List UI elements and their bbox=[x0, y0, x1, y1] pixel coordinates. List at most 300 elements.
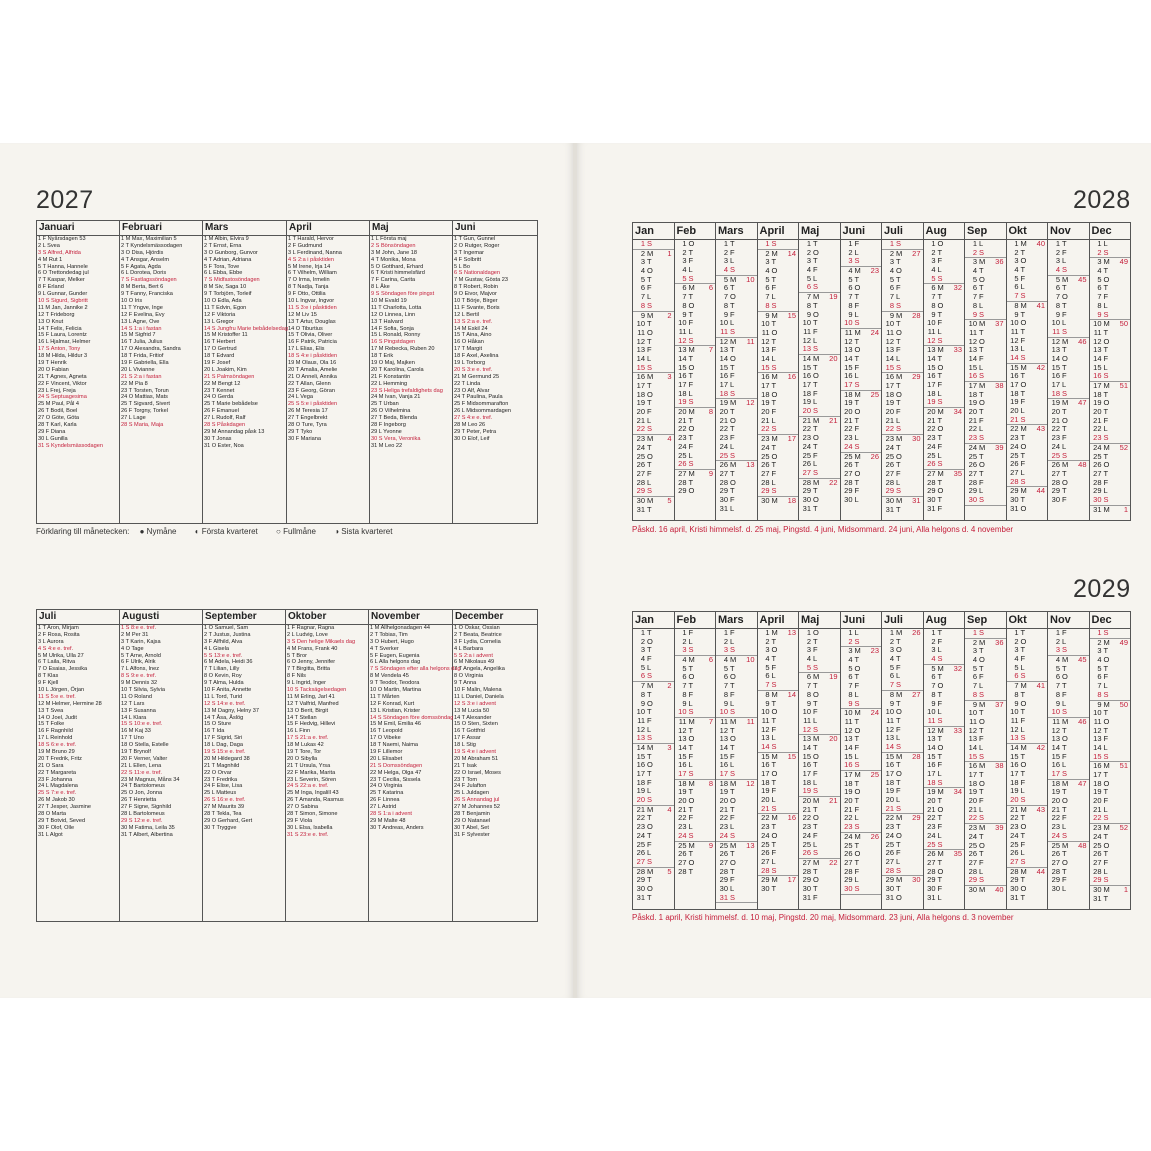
grid-day: 4 T bbox=[972, 266, 984, 276]
day-row: 3 T Ingemar bbox=[454, 249, 484, 256]
day-row: 5 M Ulrika, Ulla 27 bbox=[38, 652, 84, 659]
grid-month-feb bbox=[675, 612, 717, 909]
grid-day: 14 S bbox=[758, 743, 799, 753]
week-number: 5 bbox=[667, 495, 672, 505]
grid-day: 11 O bbox=[969, 716, 985, 726]
day-row: 1 M Albin, Elvira 9 bbox=[204, 236, 249, 242]
grid-month-dec bbox=[1090, 223, 1131, 520]
grid-day: 25 T bbox=[761, 839, 777, 849]
grid-day: 14 T bbox=[802, 742, 818, 752]
grid-day: 24 M 26 bbox=[844, 831, 879, 841]
grid-day: 9 T bbox=[1014, 309, 1026, 319]
week-number: 51 bbox=[1119, 761, 1128, 771]
grid-day: 2 M 36 bbox=[972, 637, 1004, 647]
grid-day: 23 L bbox=[719, 822, 735, 832]
day-row: 4 T Sverker bbox=[370, 645, 399, 652]
day-row: 4 L Gisela bbox=[204, 645, 229, 652]
day-row: 8 L Åke bbox=[371, 284, 390, 291]
grid-day: 20 O bbox=[1051, 796, 1068, 806]
day-row: 26 T Henrietta bbox=[121, 797, 157, 804]
grid-day: 1 F bbox=[723, 628, 735, 637]
grid-day: 11 O bbox=[637, 327, 653, 337]
day-row: 17 T Margit bbox=[454, 346, 483, 353]
grid-day: 3 T bbox=[640, 257, 652, 267]
day-row: 7 S Midfastosöndagen bbox=[204, 277, 260, 284]
grid-day: 23 M 30 bbox=[885, 434, 921, 444]
grid-day: 26 O bbox=[844, 849, 861, 859]
grid-day: 24 L bbox=[927, 830, 942, 840]
grid-day: 20 F bbox=[1093, 796, 1109, 806]
grid-day: 24 S bbox=[1048, 832, 1089, 842]
grid-day: 20 T bbox=[719, 407, 735, 417]
day-row: 2 T Tobias, Tim bbox=[370, 631, 408, 638]
grid-day: 22 S bbox=[965, 814, 1006, 824]
day-row: 29 F Viola bbox=[287, 817, 313, 824]
grid-day: 12 L bbox=[802, 335, 818, 345]
grid-day: 1 L bbox=[848, 628, 859, 637]
day-row: 10 M Evald 19 bbox=[371, 298, 407, 305]
day-row: 30 L Elsa, Isabella bbox=[287, 824, 333, 831]
grid-day: 25 F bbox=[636, 839, 652, 849]
grid-day: 7 M 19 bbox=[806, 292, 838, 302]
day-row: 3 L Aurora bbox=[38, 638, 64, 645]
day-row: 1 F Nyårsdagen 53 bbox=[38, 236, 86, 242]
grid-day: 11 S bbox=[716, 328, 757, 338]
grid-day: 4 T bbox=[1014, 265, 1026, 275]
grid-day: 12 T bbox=[678, 725, 694, 735]
grid-day: 7 M 41 bbox=[1014, 681, 1045, 691]
day-row: 3 O Hubert, Hugo bbox=[370, 638, 414, 645]
grid-day: 6 F bbox=[889, 283, 901, 293]
grid-day: 11 F bbox=[803, 326, 818, 336]
week-number: 22 bbox=[829, 857, 838, 867]
grid-day: 21 L bbox=[1093, 804, 1108, 814]
grid-day: 26 O bbox=[1093, 460, 1110, 470]
day-row: 1 T Aron, Mirjam bbox=[38, 625, 79, 631]
day-row: 8 T Klas bbox=[38, 673, 59, 680]
week-number: 52 bbox=[1119, 823, 1128, 833]
grid-day: 12 O bbox=[1093, 336, 1110, 346]
grid-day: 24 T bbox=[1093, 831, 1109, 841]
grid-day: 28 O bbox=[719, 477, 736, 487]
day-row: 10 O Martin, Martina bbox=[370, 687, 421, 694]
grid-day: 28 S bbox=[1007, 478, 1048, 488]
grid-day: 2 M 1 bbox=[640, 248, 672, 258]
legend-first-quarter: ◐ Första kvarteret bbox=[194, 527, 258, 536]
grid-day: 18 L bbox=[678, 388, 693, 398]
grid-day: 11 O bbox=[761, 327, 778, 337]
day-row: 17 M Rebecka, Ruben 20 bbox=[371, 346, 435, 353]
grid-day: 4 M 10 bbox=[723, 655, 755, 665]
day-row: 18 S 4:e i påsktiden bbox=[288, 353, 338, 360]
grid-day: 10 T bbox=[968, 708, 984, 718]
week-number: 29 bbox=[912, 813, 921, 823]
grid-day: 2 L bbox=[682, 636, 693, 646]
grid-day: 20 F bbox=[636, 407, 652, 417]
grid-day: 12 M 11 bbox=[719, 336, 755, 346]
week-number: 48 bbox=[1078, 840, 1087, 850]
grid-day: 28 T bbox=[1051, 866, 1067, 876]
grid-day: 28 L bbox=[968, 866, 984, 876]
grid-day: 27 O bbox=[844, 468, 861, 478]
grid-day: 6 M 32 bbox=[931, 283, 962, 293]
grid-day: 10 T bbox=[636, 707, 652, 717]
grid-day: 20 O bbox=[678, 796, 695, 806]
grid-day: 8 F bbox=[848, 300, 860, 310]
day-row: 28 O Ture, Tyra bbox=[288, 422, 327, 429]
day-row: 21 O Sara bbox=[38, 762, 64, 769]
day-row: 9 S Söndagen före pingst bbox=[371, 291, 435, 298]
day-row: 24 T Bartolomeus bbox=[121, 783, 165, 790]
grid-day: 27 T bbox=[1093, 468, 1109, 478]
grid-day: 27 L bbox=[1010, 467, 1025, 477]
day-row: 10 F Malin, Malena bbox=[454, 687, 502, 694]
grid-day: 15 O bbox=[927, 362, 944, 372]
day-row: 19 T Brynolf bbox=[121, 749, 151, 756]
day-row: 27 T Jesper, Jasmine bbox=[38, 804, 91, 811]
grid-day: 7 T bbox=[682, 292, 694, 302]
day-row: 30 S Vera, Veronika bbox=[371, 435, 421, 442]
grid-month-header: April bbox=[758, 612, 799, 629]
grid-day: 4 S bbox=[716, 266, 757, 276]
grid-day: 17 T bbox=[636, 381, 652, 390]
grid-day: 17 M 25 bbox=[844, 770, 879, 779]
grid-month-juli bbox=[882, 612, 924, 909]
grid-day: 16 M 51 bbox=[1093, 761, 1128, 771]
grid-day: 20 S bbox=[633, 796, 674, 806]
grid-day: 23 F bbox=[719, 433, 735, 443]
grid-day: 13 F bbox=[968, 734, 984, 744]
grid-day: 16 S bbox=[1090, 372, 1131, 382]
grid-day: 25 M 48 bbox=[1051, 840, 1087, 850]
grid-day: 5 F bbox=[765, 662, 777, 672]
grid-month-aug bbox=[924, 223, 966, 520]
grid-day: 9 S bbox=[965, 311, 1006, 321]
month-column-juli bbox=[37, 610, 120, 921]
grid-day: 5 T bbox=[765, 274, 777, 284]
grid-day: 22 T bbox=[1010, 813, 1026, 823]
grid-day: 26 F bbox=[885, 848, 901, 858]
grid-day: 21 L bbox=[885, 415, 901, 425]
grid-day: 31 T bbox=[1010, 892, 1026, 902]
day-row: 17 L Reinhold bbox=[38, 735, 73, 742]
grid-day: 17 F bbox=[678, 380, 694, 389]
grid-month-jan bbox=[633, 612, 675, 909]
grid-day: 17 O bbox=[1010, 380, 1027, 389]
day-row: 15 S 10:e e. tref. bbox=[121, 721, 163, 728]
day-row: 30 F Olof, Olle bbox=[38, 824, 75, 831]
grid-day: 3 T bbox=[972, 646, 984, 656]
grid-day: 14 L bbox=[885, 353, 901, 363]
week-number: 41 bbox=[1036, 681, 1045, 691]
grid-day: 29 S bbox=[882, 487, 923, 497]
day-row: 23 T Fredrika bbox=[204, 776, 238, 783]
grid-day: 6 O bbox=[848, 283, 861, 293]
week-number: 26 bbox=[870, 451, 879, 461]
grid-day: 14 L bbox=[761, 353, 776, 363]
calendar-2027-first-half bbox=[36, 220, 538, 524]
grid-day: 19 F bbox=[1010, 397, 1026, 407]
grid-month-header: Mars bbox=[716, 223, 757, 240]
grid-day: 9 M 15 bbox=[765, 310, 796, 320]
day-row: 30 F Mariana bbox=[288, 435, 321, 442]
month-column-augusti bbox=[120, 610, 203, 921]
grid-day: 3 T bbox=[1014, 645, 1026, 655]
grid-day: 27 T bbox=[1051, 468, 1067, 478]
grid-day: 11 O bbox=[886, 327, 902, 337]
day-row: 5 S 2:a i advent bbox=[454, 652, 493, 659]
grid-day: 5 L bbox=[640, 662, 652, 672]
grid-day: 14 M 3 bbox=[636, 742, 672, 752]
day-row: 22 F Vincent, Viktor bbox=[38, 380, 87, 387]
day-row: 31 T Albert, Albertina bbox=[121, 831, 173, 838]
grid-day: 7 F bbox=[848, 681, 860, 691]
day-row: 2 L Ludvig, Love bbox=[287, 631, 328, 638]
week-number: 34 bbox=[953, 407, 962, 417]
grid-day: 9 F bbox=[1055, 309, 1067, 319]
grid-day: 26 T bbox=[761, 460, 777, 470]
grid-day: 31 F bbox=[802, 892, 818, 902]
grid-day: 3 S bbox=[841, 257, 882, 267]
day-row: 29 M Malte 48 bbox=[370, 817, 406, 824]
grid-month-header: Maj bbox=[799, 223, 840, 240]
week-number: 21 bbox=[829, 796, 838, 806]
grid-day: 16 T bbox=[885, 760, 901, 770]
grid-day: 30 L bbox=[719, 883, 735, 893]
grid-day: 22 F bbox=[1051, 813, 1067, 823]
grid-day: 23 M 52 bbox=[1093, 823, 1128, 833]
grid-day: 5 T bbox=[682, 663, 694, 673]
grid-day: 8 S bbox=[1090, 691, 1131, 701]
day-row: 22 T Margareta bbox=[38, 769, 77, 776]
grid-day: 24 T bbox=[968, 831, 984, 841]
grid-day: 3 T bbox=[806, 256, 818, 266]
day-row: 9 F Kjell bbox=[38, 680, 59, 687]
grid-day: 5 O bbox=[848, 663, 861, 673]
day-row: 1 O Oskar, Ossian bbox=[454, 625, 500, 631]
grid-day: 6 F bbox=[640, 283, 652, 293]
grid-day: 19 T bbox=[719, 787, 735, 797]
grid-day: 23 F bbox=[927, 822, 943, 832]
grid-day: 22 T bbox=[719, 424, 735, 434]
day-row: 18 T Edvard bbox=[204, 353, 235, 360]
day-row: 5 T Arne, Arnold bbox=[121, 652, 161, 659]
day-row: 7 O Irma, Irmelin bbox=[288, 277, 330, 284]
grid-day: 21 O bbox=[927, 804, 944, 814]
week-number: 35 bbox=[953, 849, 962, 859]
day-row: 30 L Gunilla bbox=[38, 435, 68, 442]
day-row: 6 O Trettondedag jul bbox=[38, 270, 89, 277]
grid-day: 2 T bbox=[931, 247, 943, 257]
grid-day: 15 S bbox=[965, 753, 1006, 763]
grid-day: 3 L bbox=[723, 256, 735, 266]
day-row: 26 S 16:e e. tref. bbox=[204, 797, 246, 804]
grid-day: 29 F bbox=[719, 875, 735, 885]
week-number: 3 bbox=[667, 742, 672, 752]
day-row: 19 S 4:e i advent bbox=[454, 749, 496, 756]
moon-legend bbox=[36, 527, 408, 536]
grid-day: 22 L bbox=[844, 813, 859, 823]
grid-month-header: Sep bbox=[965, 223, 1006, 240]
grid-day: 23 T bbox=[1010, 433, 1026, 443]
grid-day: 4 S bbox=[924, 655, 965, 665]
grid-day: 2 L bbox=[723, 636, 735, 646]
grid-day: 30 T bbox=[802, 883, 818, 893]
grid-day: 15 F bbox=[844, 362, 860, 372]
grid-day: 29 O bbox=[927, 486, 944, 496]
grid-day: 12 F bbox=[761, 724, 777, 734]
day-row: 9 T Alma, Hulda bbox=[204, 680, 244, 687]
day-row: 3 L Ferdinand, Nanna bbox=[288, 249, 342, 256]
week-number: 29 bbox=[912, 372, 921, 382]
grid-day: 8 M 27 bbox=[889, 689, 921, 699]
book-spine bbox=[573, 143, 577, 998]
grid-day: 27 S bbox=[799, 469, 840, 479]
day-row: 25 S 7:e e. tref. bbox=[38, 790, 77, 797]
day-row: 12 F Evelina, Evy bbox=[121, 311, 165, 318]
grid-day: 7 O bbox=[723, 292, 736, 302]
grid-day: 20 S bbox=[799, 407, 840, 417]
grid-day: 9 M 28 bbox=[889, 310, 921, 320]
grid-day: 16 T bbox=[802, 760, 818, 770]
day-row: 17 F Assar bbox=[454, 735, 481, 742]
grid-day: 27 F bbox=[636, 468, 652, 478]
day-row: 25 M Inga, Ingalill 43 bbox=[287, 790, 339, 797]
grid-day: 18 S bbox=[1048, 390, 1089, 400]
month-column-oktober bbox=[286, 610, 369, 921]
day-row: 11 S 3:e i påsktiden bbox=[288, 304, 337, 311]
day-row: 7 O Esaias, Jessika bbox=[38, 666, 88, 673]
grid-day: 16 M 38 bbox=[968, 761, 1004, 771]
day-row: 28 T Karl, Karla bbox=[38, 422, 77, 429]
grid-day: 23 O bbox=[802, 433, 819, 443]
day-row: 14 F Sofia, Sonja bbox=[371, 325, 414, 332]
day-row: 30 T Jonas bbox=[204, 435, 232, 442]
grid-day: 1 T bbox=[806, 239, 818, 248]
grid-day: 25 T bbox=[1093, 451, 1109, 461]
grid-day: 6 F bbox=[765, 283, 777, 293]
grid-day: 9 O bbox=[1014, 698, 1027, 708]
grid-day: 20 O bbox=[719, 796, 736, 806]
grid-day: 31 T bbox=[885, 504, 901, 514]
grid-day: 19 O bbox=[844, 787, 861, 797]
grid-day: 19 T bbox=[1051, 787, 1067, 797]
grid-day: 23 T bbox=[927, 433, 943, 443]
grid-day: 29 O bbox=[802, 875, 819, 885]
grid-day: 31 F bbox=[927, 503, 943, 513]
day-row: 21 L Ellen, Lena bbox=[121, 762, 162, 769]
day-row: 11 L Tord, Turid bbox=[204, 693, 243, 700]
grid-day: 24 M 52 bbox=[1093, 442, 1128, 452]
week-number: 20 bbox=[829, 734, 838, 744]
day-row: 23 T Kennet bbox=[204, 387, 235, 394]
grid-day: 2 F bbox=[1055, 247, 1067, 257]
grid-day: 1 T bbox=[723, 239, 735, 248]
grid-day: 27 F bbox=[761, 468, 777, 478]
grid-day: 5 T bbox=[848, 274, 860, 284]
grid-month-dec bbox=[1090, 612, 1131, 909]
grid-day: 24 T bbox=[636, 442, 652, 452]
grid-day: 29 T bbox=[927, 875, 943, 885]
month-column-april bbox=[287, 221, 370, 523]
grid-day: 15 T bbox=[719, 362, 735, 372]
grid-day: 3 M 23 bbox=[848, 646, 879, 656]
day-row: 26 F Emanuel bbox=[204, 408, 239, 415]
week-number: 15 bbox=[787, 751, 796, 761]
grid-day: 4 M 6 bbox=[682, 655, 713, 665]
day-row: 12 F Konrad, Kurt bbox=[370, 700, 415, 707]
day-row: 7 M Gustav, Gösta 23 bbox=[454, 277, 508, 284]
grid-day: 29 F bbox=[1051, 875, 1067, 885]
day-row: 11 T Mårten bbox=[370, 693, 400, 700]
day-row: 4 T Monika, Mona bbox=[371, 256, 416, 263]
day-row: 13 M Dagny, Helny 37 bbox=[204, 707, 259, 714]
day-row: 5 F Agata, Agda bbox=[121, 263, 161, 270]
grid-month-header: Aug bbox=[924, 223, 965, 240]
grid-day: 31 S bbox=[716, 894, 757, 904]
day-row: 26 L Midsommardagen bbox=[454, 408, 512, 415]
day-row: 22 M Pia 8 bbox=[121, 380, 148, 387]
day-row: 22 S 11:e e. tref. bbox=[121, 769, 162, 776]
day-row: 11 T Yngve, Inge bbox=[121, 304, 163, 311]
day-row: 28 T Simon, Simone bbox=[287, 811, 338, 818]
grid-day: 5 M 45 bbox=[1055, 274, 1087, 284]
week-number: 14 bbox=[787, 248, 796, 258]
grid-day: 1 S bbox=[758, 240, 799, 250]
grid-day: 17 T bbox=[1010, 769, 1026, 778]
week-number: 15 bbox=[787, 310, 796, 320]
grid-day: 21 S bbox=[882, 805, 923, 815]
grid-day: 28 M 5 bbox=[636, 866, 672, 876]
grid-day: 4 L bbox=[806, 654, 818, 664]
grid-day: 10 S bbox=[716, 708, 757, 718]
month-column-maj bbox=[370, 221, 453, 523]
day-row: 29 L Yvonne bbox=[371, 428, 402, 435]
day-row: 20 T Karolina, Carola bbox=[371, 366, 424, 373]
grid-day: 8 T bbox=[1055, 300, 1067, 310]
grid-day: 22 L bbox=[1093, 424, 1108, 434]
grid-day: 22 F bbox=[844, 424, 860, 434]
grid-day: 31 T bbox=[636, 504, 652, 514]
grid-day: 29 S bbox=[965, 876, 1006, 886]
grid-day: 24 O bbox=[885, 830, 902, 840]
grid-day: 5 L bbox=[1014, 662, 1025, 672]
day-row: 2 T Beata, Beatrice bbox=[454, 631, 502, 638]
grid-day: 9 O bbox=[640, 698, 653, 708]
grid-day: 16 T bbox=[678, 371, 694, 381]
legend-last-quarter: ◑ Sista kvarteret bbox=[334, 527, 393, 536]
grid-day: 14 F bbox=[844, 742, 860, 752]
year-grid-2029 bbox=[632, 611, 1131, 910]
grid-day: 31 L bbox=[927, 892, 942, 902]
week-number: 27 bbox=[912, 248, 921, 258]
day-row: 11 L Daniel, Daniela bbox=[454, 693, 504, 700]
grid-day: 27 T bbox=[719, 468, 735, 478]
grid-day: 5 S bbox=[675, 275, 716, 285]
grid-day: 25 T bbox=[885, 839, 901, 849]
grid-day: 13 S bbox=[799, 345, 840, 355]
week-number: 22 bbox=[829, 477, 838, 487]
week-number: 44 bbox=[1036, 486, 1045, 496]
day-row: 5 T Bror bbox=[287, 652, 308, 659]
week-number: 9 bbox=[708, 840, 713, 850]
week-number: 28 bbox=[912, 751, 921, 761]
month-header: Maj bbox=[370, 221, 452, 236]
day-row: 4 F Solbritt bbox=[454, 256, 482, 263]
grid-day: 27 F bbox=[885, 468, 901, 478]
grid-day: 10 T bbox=[761, 319, 777, 329]
day-row: 8 M Vendela 45 bbox=[370, 673, 409, 680]
